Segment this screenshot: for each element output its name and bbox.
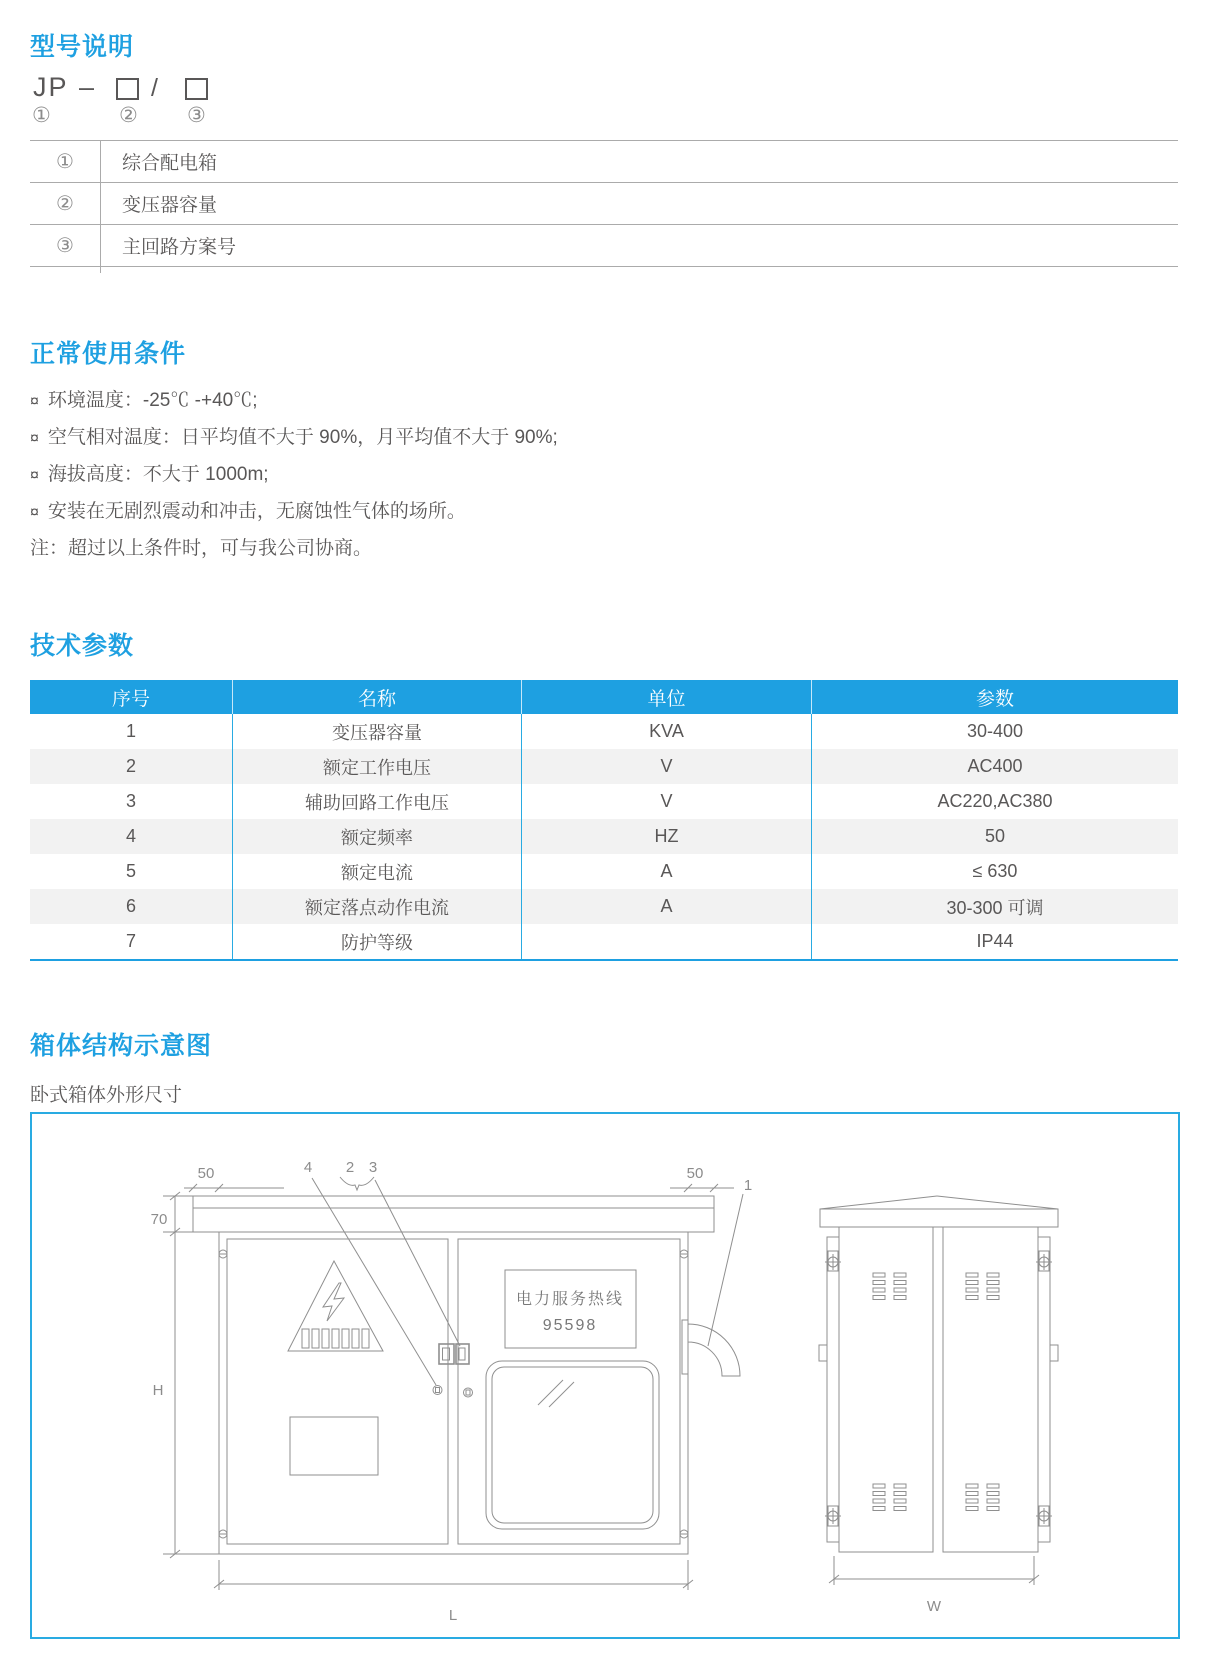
side-roof	[820, 1196, 1058, 1227]
dim-l-label: L	[448, 1607, 458, 1624]
table-row	[30, 854, 1178, 889]
cell-param: ≤ 630	[811, 854, 1178, 889]
cell-unit: KVA	[521, 714, 811, 749]
section-title-tech: 技术参数	[30, 632, 135, 660]
cell-name: 额定电流	[232, 854, 521, 889]
tech-table	[30, 680, 1178, 961]
dim-w-label: W	[926, 1598, 942, 1615]
tech-table-header	[30, 680, 1178, 714]
lock-knobs	[433, 1386, 473, 1398]
hotline-title: 电力服务热线	[515, 1291, 625, 1308]
cell-name: 防护等级	[232, 924, 521, 959]
cell-no: 4	[125, 826, 136, 846]
col-header: 名称	[232, 680, 521, 714]
table-row	[30, 784, 1178, 819]
callout-4-label: 4	[303, 1159, 313, 1176]
cell-param: AC220,AC380	[811, 784, 1178, 819]
condition-note: 注：超过以上条件时，可与我公司协商。	[30, 538, 373, 559]
col-header: 单位	[521, 680, 811, 714]
door-latches	[439, 1344, 469, 1364]
cell-unit: A	[521, 854, 811, 889]
cell-unit	[521, 924, 811, 959]
cell-name: 额定落点动作电流	[232, 889, 521, 924]
model-row-num: ③	[56, 234, 74, 257]
roof	[193, 1196, 714, 1232]
model-row-label: 变压器容量	[122, 194, 218, 216]
diagram-subtitle: 卧式箱体外形尺寸	[30, 1085, 183, 1106]
dim-overhang-right-label: 50	[686, 1165, 704, 1182]
condition-text: 环境温度：-25℃ -+40℃;	[47, 390, 258, 411]
dim-roof-height-label: 70	[150, 1211, 168, 1228]
cell-unit: V	[521, 784, 811, 819]
dimension-overhang-right	[670, 1165, 734, 1192]
hazard-bars	[302, 1329, 369, 1348]
condition-text: 安装在无剧烈震动和冲击，无腐蚀性气体的场所。	[47, 501, 466, 522]
edge-strip-right	[1038, 1237, 1050, 1542]
section-title-conditions: 正常使用条件	[30, 340, 187, 368]
cell-unit: A	[521, 889, 811, 924]
cell-param: 50	[811, 819, 1178, 854]
model-row-label: 主回路方案号	[122, 236, 237, 258]
section-title-structure: 箱体结构示意图	[30, 1032, 213, 1060]
side-view	[819, 1196, 1058, 1615]
cabinet-drawing	[32, 1114, 1178, 1637]
hotline-sign	[505, 1270, 636, 1348]
cell-name: 辅助回路工作电压	[232, 784, 521, 819]
model-mark-3: ③	[187, 104, 206, 127]
callout-1-label: 1	[743, 1177, 753, 1194]
condition-text: 海拔高度：不大于 1000m;	[47, 464, 269, 485]
model-prefix: JP	[33, 72, 69, 102]
condition-item	[30, 459, 269, 486]
model-table-line	[30, 266, 1178, 267]
side-panel-left	[839, 1227, 933, 1552]
model-row	[30, 224, 1178, 266]
section-title-model: 型号说明	[30, 33, 135, 61]
dim-h-label: H	[152, 1382, 164, 1399]
cell-name: 额定频率	[232, 819, 521, 854]
condition-text: 空气相对温度：日平均值不大于 90%，月平均值不大于 90%;	[47, 427, 558, 448]
cell-no: 1	[125, 721, 136, 741]
model-row-label: 综合配电箱	[122, 152, 218, 174]
cable-hood	[682, 1320, 740, 1376]
nameplate	[290, 1417, 378, 1475]
cabinet-structure-diagram	[30, 1112, 1180, 1639]
edge-strip-left	[827, 1237, 839, 1542]
cell-no: 2	[125, 756, 136, 776]
cell-no: 7	[125, 931, 136, 951]
table-row	[30, 924, 1178, 959]
model-row	[30, 182, 1178, 224]
dimension-h	[151, 1192, 219, 1558]
model-row	[30, 140, 1178, 182]
cell-unit: HZ	[521, 819, 811, 854]
warning-triangle-icon	[288, 1261, 383, 1351]
cell-param: IP44	[811, 924, 1178, 959]
callout-3-label: 3	[368, 1159, 378, 1176]
model-mark-2: ②	[119, 104, 138, 127]
vent-grille-lower	[873, 1484, 999, 1511]
condition-item	[30, 422, 558, 449]
model-row-num: ①	[56, 150, 74, 173]
dim-overhang-left-label: 50	[197, 1165, 215, 1182]
dimension-w	[829, 1556, 1039, 1615]
bullet-icon: ¤	[30, 504, 39, 521]
model-mark-1: ①	[32, 104, 51, 127]
condition-item	[30, 496, 466, 523]
cell-no: 5	[125, 861, 136, 881]
leader-line-4	[312, 1178, 436, 1385]
vent-grille-upper	[873, 1273, 999, 1300]
bullet-icon: ¤	[30, 467, 39, 484]
model-dash: –	[79, 72, 95, 102]
model-placeholder-box-1	[116, 78, 139, 100]
glass-glare	[549, 1382, 574, 1407]
condition-item	[30, 385, 257, 412]
table-row	[30, 749, 1178, 784]
bullet-icon: ¤	[30, 393, 39, 410]
callout-brace	[340, 1177, 374, 1190]
right-door	[458, 1239, 680, 1544]
front-view	[151, 1159, 753, 1624]
cell-param: 30-400	[811, 714, 1178, 749]
side-hinges	[819, 1251, 1058, 1526]
dimension-overhang-left	[184, 1165, 284, 1192]
meter-window	[486, 1361, 659, 1529]
model-slash: /	[151, 74, 158, 102]
model-row-num: ②	[56, 192, 74, 215]
col-header: 参数	[811, 680, 1178, 714]
cell-param: AC400	[811, 749, 1178, 784]
model-placeholder-box-2	[185, 78, 208, 100]
table-row	[30, 889, 1178, 924]
dimension-l	[214, 1560, 693, 1624]
cell-param: 30-300 可调	[811, 889, 1178, 924]
cell-name: 变压器容量	[232, 714, 521, 749]
cell-unit: V	[521, 749, 811, 784]
cabinet-body	[219, 1232, 688, 1554]
cell-no: 3	[125, 791, 136, 811]
cell-no: 6	[125, 896, 136, 916]
callout-2-label: 2	[345, 1159, 355, 1176]
glass-glare	[538, 1380, 563, 1405]
hotline-number: 95598	[542, 1317, 598, 1334]
table-row	[30, 819, 1178, 854]
cell-name: 额定工作电压	[232, 749, 521, 784]
lightning-icon	[323, 1283, 344, 1321]
col-header: 序号	[111, 688, 150, 710]
leader-line-1	[708, 1194, 743, 1346]
bullet-icon: ¤	[30, 430, 39, 447]
leader-line-3	[375, 1180, 460, 1346]
table-row	[30, 714, 1178, 749]
